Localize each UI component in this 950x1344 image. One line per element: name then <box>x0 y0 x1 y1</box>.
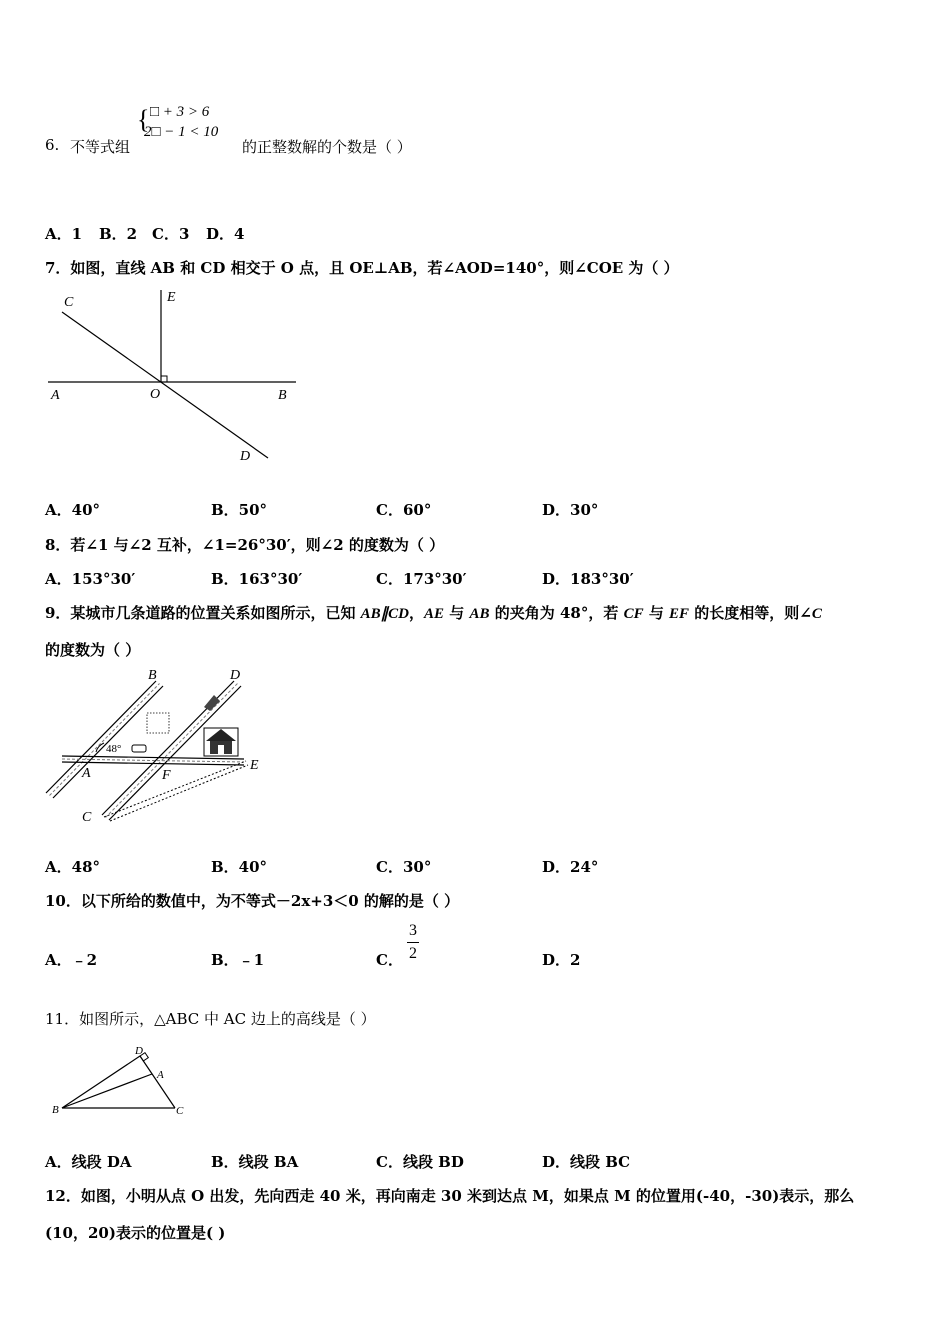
q9-figure <box>44 665 274 825</box>
q10-option-a: A．﹣2 <box>45 951 98 969</box>
q6-number: 6. <box>45 136 60 154</box>
q7-label-d: D <box>240 449 251 464</box>
q12-question-line2: (10，20)表示的位置是( ) <box>45 1224 226 1242</box>
q10-option-b: B．﹣1 <box>211 951 265 969</box>
q11-label-d: D <box>135 1045 143 1057</box>
q8-option-c: C．173°30′ <box>376 570 467 588</box>
q11-option-b: B．线段 BA <box>211 1153 299 1171</box>
q9-label-f: F <box>162 768 171 783</box>
q7-option-c: C．60° <box>376 501 432 519</box>
q7-label-e: E <box>167 290 176 305</box>
q8-option-a: A．153°30′ <box>45 570 136 588</box>
q11-question: 11．如图所示，△ABC 中 AC 边上的高线是（ ） <box>45 1010 376 1028</box>
q11-option-c: C．线段 BD <box>376 1153 464 1171</box>
q9-option-a: A．48° <box>45 858 101 876</box>
q7-label-c: C <box>64 295 74 310</box>
q7-label-o: O <box>150 387 161 402</box>
q11-figure <box>48 1042 198 1122</box>
q7-option-d: D．30° <box>542 501 599 519</box>
q9-label-d: D <box>230 668 241 683</box>
q7-option-a: A．40° <box>45 501 101 519</box>
q9-label-e: E <box>250 758 259 773</box>
q12-question-line1: 12．如图，小明从点 O 出发，先向西走 40 米，再向南走 30 米到达点 M，如果点 M 的位置用(-40，-30)表示，那么 <box>45 1187 855 1205</box>
q6-option-a: A．1 <box>45 225 83 243</box>
q11-label-a: A <box>157 1069 164 1081</box>
q7-option-b: B．50° <box>211 501 268 519</box>
q11-option-a: A．线段 DA <box>45 1153 132 1171</box>
q7-label-a: A <box>51 388 60 403</box>
q6-option-c: C．3 <box>152 225 190 243</box>
q10-option-d: D．2 <box>542 951 581 969</box>
q6-prefix: 不等式组 <box>70 138 131 156</box>
q11-label-c: C <box>176 1105 184 1117</box>
q9-option-b: B．40° <box>211 858 268 876</box>
q8-option-d: D．183°30′ <box>542 570 634 588</box>
q6-inequality-1: □ + 3 > 6 <box>150 104 210 120</box>
q7-label-b: B <box>278 388 287 403</box>
q10-frac-denominator: 2 <box>409 945 417 962</box>
q10-fraction <box>407 922 419 963</box>
q9-question-line2: 的度数为（ ） <box>45 641 141 659</box>
q7-question: 7．如图，直线 AB 和 CD 相交于 O 点，且 OE⊥AB，若∠AOD=140°，则∠COE 为（ ） <box>45 259 679 277</box>
q9-label-b: B <box>148 668 157 683</box>
q9-option-c: C．30° <box>376 858 432 876</box>
q6-brace: { <box>137 105 150 134</box>
q10-frac-bar <box>407 942 419 943</box>
q10-option-c: C． <box>376 951 403 969</box>
q6-option-d: D．4 <box>206 225 245 243</box>
q6-inequality-2: 2□ − 1 < 10 <box>144 124 219 140</box>
q9-question-line1: 9．某城市几条道路的位置关系如图所示，已知 AB∥CD，AE 与 AB 的夹角为 48°，若 CF 与 EF 的长度相等，则∠C <box>45 604 822 622</box>
q10-question: 10．以下所给的数值中，为不等式－2x+3＜0 的解的是（ ） <box>45 892 460 910</box>
q9-label-angle: 48° <box>106 743 122 755</box>
q9-option-d: D．24° <box>542 858 599 876</box>
q9-label-a: A <box>82 766 91 781</box>
q7-figure <box>40 285 300 465</box>
q11-label-b: B <box>52 1104 59 1116</box>
q11-option-d: D．线段 BC <box>542 1153 631 1171</box>
q6-suffix: 的正整数解的个数是（ ） <box>242 138 412 156</box>
q9-label-c: C <box>82 810 92 825</box>
q10-frac-numerator: 3 <box>409 922 417 939</box>
q8-option-b: B．163°30′ <box>211 570 303 588</box>
q6-option-b: B．2 <box>99 225 138 243</box>
q8-question: 8．若∠1 与∠2 互补，∠1=26°30′，则∠2 的度数为（ ） <box>45 536 445 554</box>
